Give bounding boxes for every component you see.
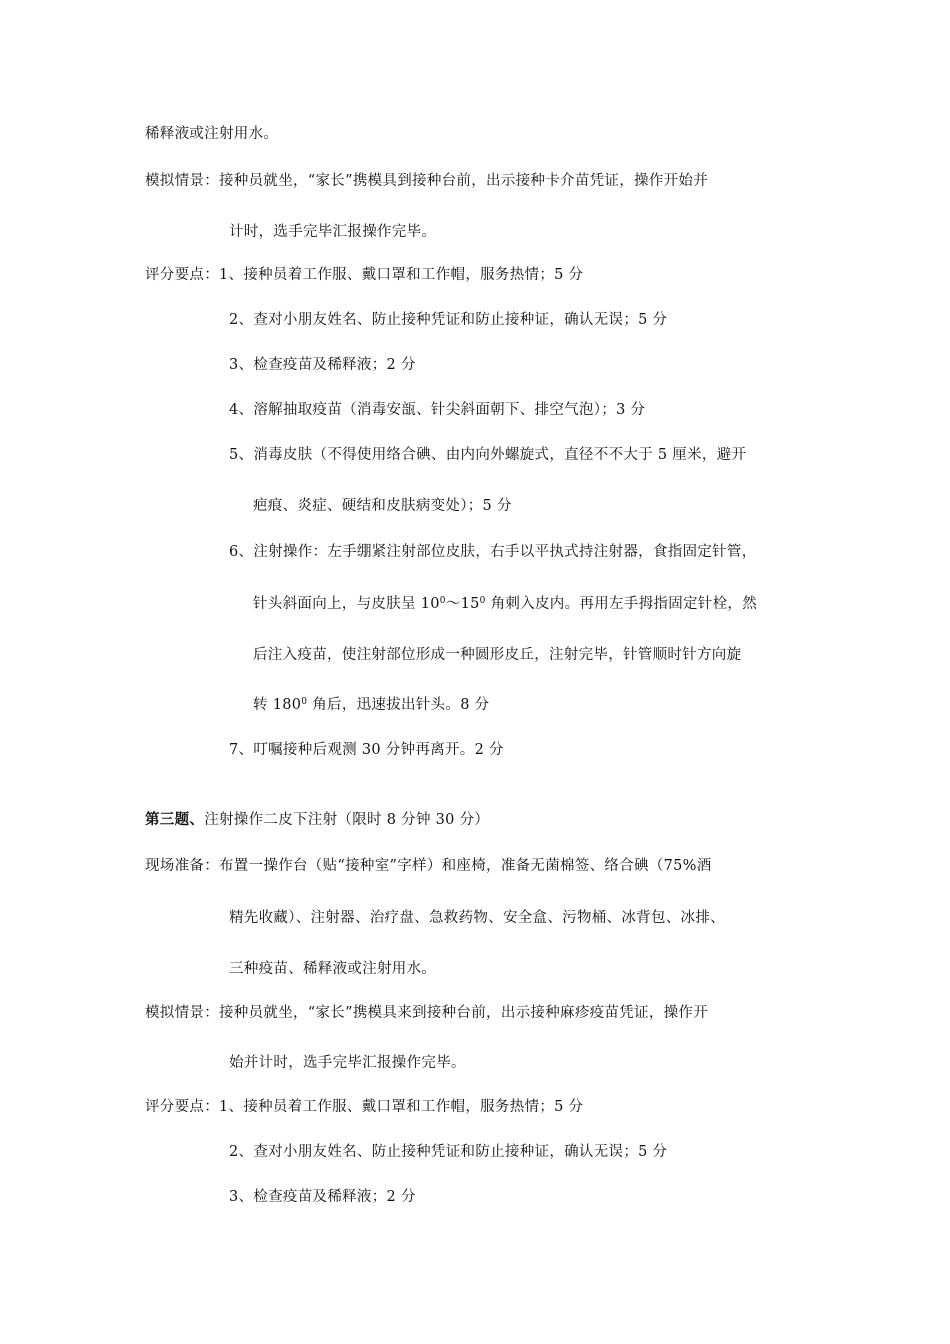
scoring-item-3: 3、检查疫苗及稀释液；2 分 [229, 357, 416, 373]
scoring-line [145, 265, 583, 285]
scoring-label: 评分要点： [145, 267, 219, 283]
scoring-item-6-continued [253, 695, 489, 715]
prep-text-continued: 精先收藏）、注射器、治疗盘、急救药物、安全盒、污物桶、冰背包、冰排、 [229, 910, 725, 926]
text-segment: 角刺入皮内。再用左手拇指固定针栓，然 [485, 596, 757, 612]
scoring-item-4: 4、溶解抽取疫苗（消毒安瓿、针尖斜面朝下、排空气泡）；3 分 [229, 402, 646, 418]
section-title: 注射操作二皮下注射（限时 8 分钟 30 分） [204, 812, 490, 828]
scoring-item-2: 2、查对小朋友姓名、防止接种凭证和防止接种证，确认无误；5 分 [229, 1144, 668, 1160]
scoring-item-5-continued: 疤痕、炎症、硬结和皮肤病变处）；5 分 [253, 498, 512, 514]
scoring-label: 评分要点： [145, 1099, 219, 1115]
scoring-item-6-continued: 后注入疫苗，使注射部位形成一种圆形皮丘，注射完毕，针管顺时针方向旋 [253, 647, 742, 663]
superscript: 0 [301, 697, 308, 707]
scenario-line [145, 1003, 708, 1023]
scoring-item-7: 7、叮嘱接种后观测 30 分钟再离开。2 分 [229, 742, 504, 758]
text-segment: ～15 [445, 596, 480, 612]
scenario-label: 模拟情景： [145, 173, 219, 189]
scoring-item-6: 6、注射操作：左手绷紧注射部位皮肤，右手以平执式持注射器，食指固定针管， [229, 544, 757, 560]
scenario-text: 接种员就坐，“家长”携模具来到接种台前，出示接种麻疹疫苗凭证，操作开 [219, 1005, 709, 1021]
scoring-item-5: 5、消毒皮肤（不得使用络合碘、由内向外螺旋式，直径不不大于 5 厘米，避开 [229, 447, 747, 463]
section-heading [145, 810, 489, 830]
prep-label: 现场准备： [145, 858, 219, 874]
superscript: 0 [479, 596, 486, 606]
scoring-item-3: 3、检查疫苗及稀释液；2 分 [229, 1189, 416, 1205]
superscript: 0 [439, 596, 446, 606]
prep-line [145, 856, 712, 876]
prep-text: 布置一操作台（贴“接种室”字样）和座椅，准备无菌棉签、络合碘（75%酒 [219, 858, 712, 874]
scenario-text: 接种员就坐，“家长”携模具到接种台前，出示接种卡介苗凭证，操作开始并 [219, 173, 709, 189]
scenario-line [145, 171, 708, 191]
scoring-line [145, 1097, 583, 1117]
scoring-item-6-continued [253, 594, 757, 614]
scoring-item-1: 1、接种员着工作服、戴口罩和工作帽，服务热情；5 分 [219, 1099, 584, 1115]
scenario-text-continued: 计时，选手完毕汇报操作完毕。 [229, 224, 437, 240]
scoring-item-2: 2、查对小朋友姓名、防止接种凭证和防止接种证，确认无误；5 分 [229, 312, 668, 328]
paragraph-line: 稀释液或注射用水。 [145, 126, 279, 142]
text-segment: 转 180 [253, 697, 302, 713]
scoring-item-1: 1、接种员着工作服、戴口罩和工作帽，服务热情；5 分 [219, 267, 584, 283]
scenario-label: 模拟情景： [145, 1005, 219, 1021]
prep-text-continued: 三种疫苗、稀释液或注射用水。 [229, 961, 437, 977]
scenario-text-continued: 始并计时，选手完毕汇报操作完毕。 [229, 1055, 466, 1071]
section-number: 第三题、 [145, 811, 205, 828]
text-segment: 角后，迅速拔出针头。8 分 [307, 697, 490, 713]
text-segment: 针头斜面向上，与皮肤呈 10 [253, 596, 440, 612]
